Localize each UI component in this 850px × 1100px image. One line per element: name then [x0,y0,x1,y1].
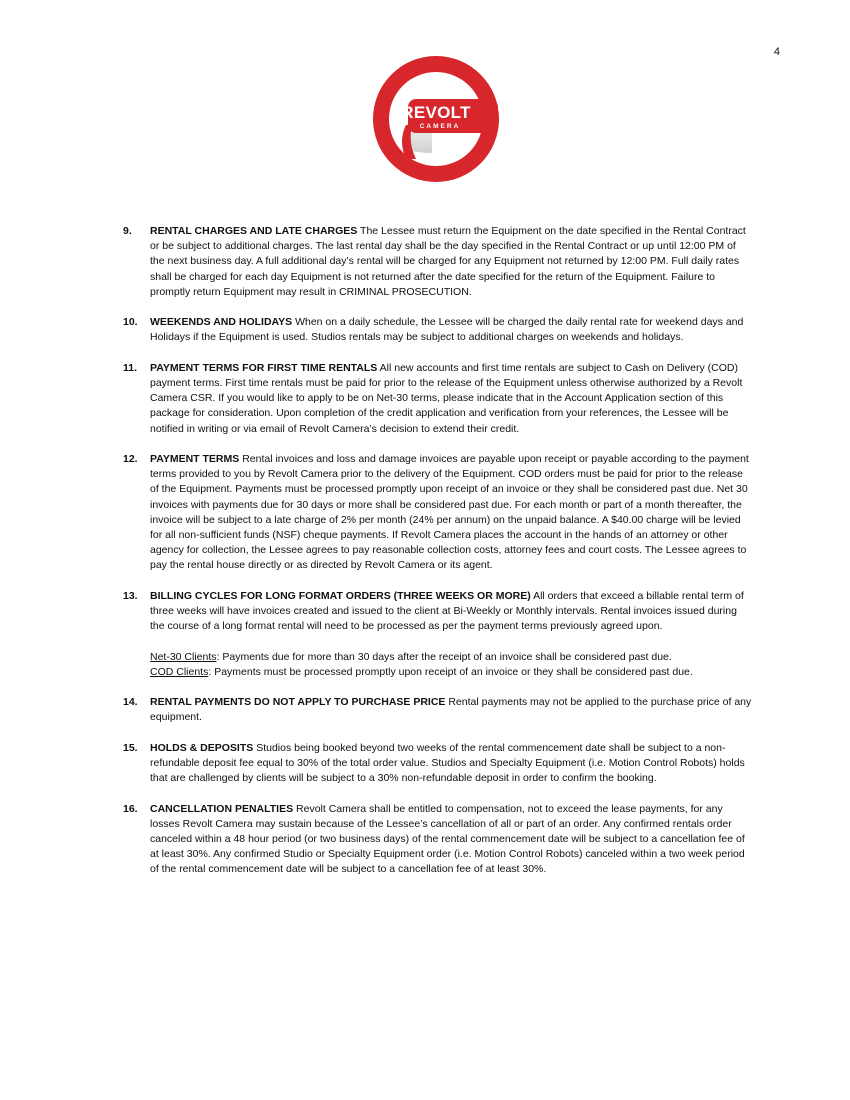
clause-number: 11. [123,361,138,374]
clause-15 [123,741,753,787]
clause-14 [123,695,753,725]
clause-body: Rental invoices and loss and damage invoices are payable upon receipt or payable according to the payment terms provided to you by Revolt Camera prior to the delivery of the Equipment. COD orders must be paid for prior to the release of the Equipment. Payments must be processed promptly upon receipt of an invoice or they shall be considered past due. Net 30 invoices with payments due for 30 days or more shall be considered past due. For each month or part of a month thereafter, the invoice will be subject to a late charge of 2% per month (24% per annum) on the unpaid balance. A $40.00 charge will be levied for all non-sufficient funds (NSF) cheque payments. If Revolt Camera places the account in the hands of an attorney or other agency for collection, the Lessee agrees to pay reasonable collection costs, attorney fees and court costs. The Lessee agrees to pay the rental house directly or as directed by Revolt Camera or its agent. [150,453,749,572]
clause-heading: PAYMENT TERMS [150,453,240,465]
note-text: : Payments must be processed promptly upon receipt of an invoice or they shall be considered past due. [208,665,693,678]
note-label: COD Clients [150,665,209,678]
clause-13 [123,589,753,680]
note-cod [150,665,753,680]
clause-heading: CANCELLATION PENALTIES [150,802,294,815]
note-label: Net-30 Clients [150,650,217,663]
clause-number: 16. [123,802,138,815]
clause-12 [123,452,753,574]
terms-list [123,224,753,893]
clause-heading: RENTAL PAYMENTS DO NOT APPLY TO PURCHASE PRICE [150,696,446,709]
clause-body: All orders that exceed a billable rental term of three weeks will have invoices created and issued to the client at Bi-Weekly or Monthly intervals. Rental invoices issued during the course of a long format rental will need to be processed as per the payment terms previously agreed upon. [150,589,744,633]
clause-11 [123,361,753,437]
logo-name: REVOLT [401,103,471,122]
clause-10 [123,315,753,345]
page-number: 4 [773,46,780,58]
clause-number: 15. [123,741,138,754]
clause-number: 13. [123,589,138,602]
clause-number: 9. [123,225,132,237]
clause-number: 12. [123,453,138,465]
clause-heading: HOLDS & DEPOSITS [150,741,254,754]
clause-body: The Lessee must return the Equipment on the date specified in the Rental Contract or be subject to additional charges. The last rental day shall be the day specified in the Rental Contract or up until 12:00 PM of the next business day. A full additional day’s rental will be charged for any Equipment not returned by 12:00 PM. Full daily rates shall be charged for each day Equipment is not returned after the date specified for the return of the Equipment. Failure to promptly return Equipment may result in CRIMINAL PROSECUTION. [150,225,746,298]
clause-heading: WEEKENDS AND HOLIDAYS [150,316,293,329]
clause-heading: RENTAL CHARGES AND LATE CHARGES [150,225,358,237]
clause-16 [123,802,753,878]
note-text: : Payments due for more than 30 days after the receipt of an invoice shall be considered past due. [216,650,672,663]
logo-subtitle: CAMERA [419,123,461,130]
clause-body: When on a daily schedule, the Lessee will be charged the daily rental rate for weekend days and Holidays if the Equipment is used. Studios rentals may be subject to additional charges on weekends and holidays. [150,316,744,344]
clause-heading: BILLING CYCLES FOR LONG FORMAT ORDERS (THREE WEEKS OR MORE) [150,589,531,602]
clause-body: All new accounts and first time rentals are subject to Cash on Delivery (COD) payment terms. First time rentals must be paid for prior to the release of the Equipment unless otherwise authorized by a Revolt Camera CSR. If you would like to apply to be on Net-30 terms, please indicate that in the Account Application section of this package for consideration. Upon completion of the credit application and verification from your references, the Lessee will be notified in writing or via email of Revolt Camera’s decision to extend their credit. [150,361,743,435]
clause-body: Studios being booked beyond two weeks of the rental commencement date shall be subject to a non-refundable deposit fee equal to 30% of the total order value. Studios and Specialty Equipment (i.e. Motion Control Robots) holds that are challenged by clients will be subject to a 30% non-refundable deposit in order to confirm the booking. [150,741,745,785]
note-net-30 [150,650,753,665]
clause-number: 14. [123,696,138,709]
revolt-camera-logo [372,55,500,183]
clause-number: 10. [123,316,138,329]
client-notes [150,650,753,680]
clause-9 [123,224,753,300]
clause-heading: PAYMENT TERMS FOR FIRST TIME RENTALS [150,361,378,374]
clause-body: Revolt Camera shall be entitled to compensation, not to exceed the lease payments, for any losses Revolt Camera may sustain because of the Lessee’s cancellation of all or part of an order. Any confirmed rentals order canceled within a 48 hour period (or two business days) of the rental commencement date will be subject to a cancellation fee of at least 30%. Any confirmed Studio or Specialty Equipment order (i.e. Motion Control Robots) canceled within a two week period of the rental commencement date will be subject to a cancellation fee of at least 30%. [150,802,745,876]
clause-body: Rental payments may not be applied to the purchase price of any equipment. [150,696,752,724]
